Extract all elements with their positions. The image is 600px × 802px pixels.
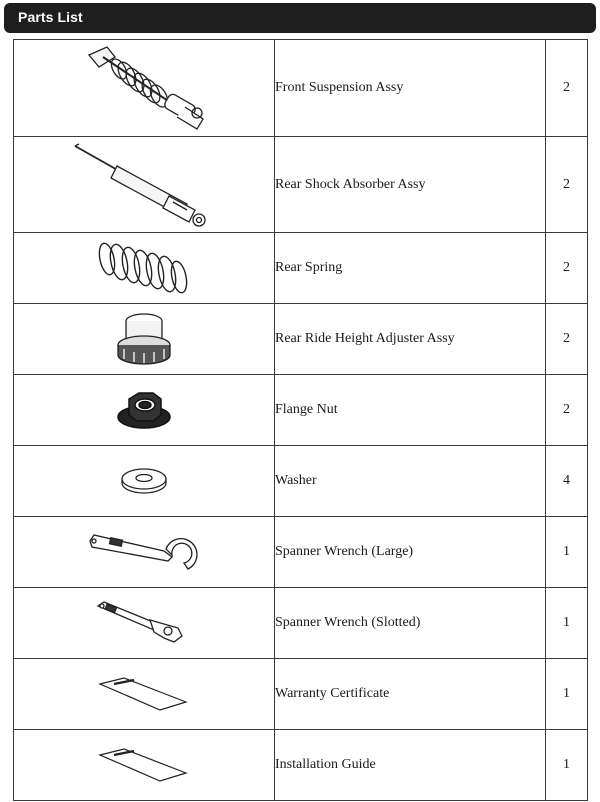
rear-shock-absorber-icon: [14, 140, 274, 230]
part-quantity: 2: [546, 304, 588, 375]
table-row: [14, 446, 588, 517]
part-name: Rear Spring: [275, 233, 546, 304]
part-name: Spanner Wrench (Large): [275, 517, 546, 588]
part-quantity: 1: [546, 517, 588, 588]
table-row: [14, 730, 588, 801]
part-quantity: 2: [546, 137, 588, 233]
warranty-certificate-icon: [14, 674, 274, 714]
part-name: Flange Nut: [275, 375, 546, 446]
part-quantity: 2: [546, 375, 588, 446]
part-name: Spanner Wrench (Slotted): [275, 588, 546, 659]
rear-spring-icon: [14, 235, 274, 301]
flange-nut-icon: [14, 385, 274, 435]
part-quantity: 2: [546, 40, 588, 137]
table-row: [14, 137, 588, 233]
parts-list-header: [4, 3, 596, 33]
height-adjuster-icon: [14, 307, 274, 371]
part-name: Warranty Certificate: [275, 659, 546, 730]
table-row: [14, 517, 588, 588]
part-quantity: 2: [546, 233, 588, 304]
part-quantity: 1: [546, 588, 588, 659]
table-row: [14, 304, 588, 375]
spanner-wrench-large-icon: [14, 527, 274, 577]
part-name: Installation Guide: [275, 730, 546, 801]
washer-icon: [14, 461, 274, 501]
table-row: [14, 375, 588, 446]
part-quantity: 1: [546, 730, 588, 801]
part-quantity: 1: [546, 659, 588, 730]
spanner-wrench-slotted-icon: [14, 598, 274, 648]
table-row: [14, 659, 588, 730]
part-name: Rear Ride Height Adjuster Assy: [275, 304, 546, 375]
parts-table: [13, 39, 588, 801]
table-row: [14, 233, 588, 304]
table-row: [14, 40, 588, 137]
part-name: Front Suspension Assy: [275, 40, 546, 137]
table-row: [14, 588, 588, 659]
front-suspension-assy-icon: [14, 43, 274, 133]
part-name: Rear Shock Absorber Assy: [275, 137, 546, 233]
part-name: Washer: [275, 446, 546, 517]
part-quantity: 4: [546, 446, 588, 517]
installation-guide-icon: [14, 745, 274, 785]
page-title: Parts List: [18, 9, 83, 25]
